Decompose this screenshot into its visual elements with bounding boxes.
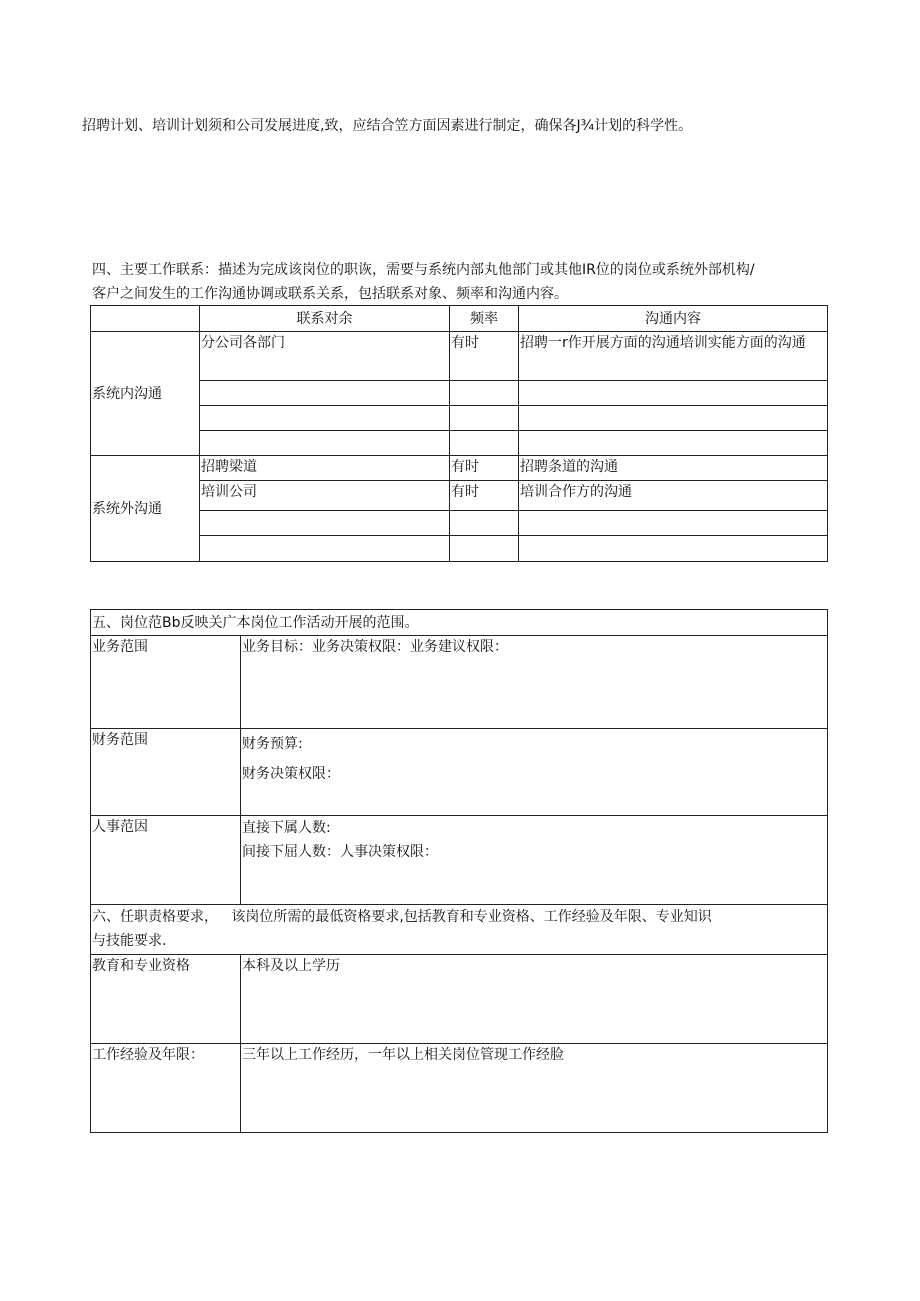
header-target: 联系对余 — [200, 306, 450, 332]
external-frequency-2: 有时 — [450, 481, 519, 511]
table-row — [91, 456, 828, 481]
table-row — [91, 636, 828, 729]
section6-title-line2: 与技能要求. — [92, 933, 167, 949]
contact-table — [90, 305, 828, 562]
table-row — [91, 481, 828, 511]
finance-scope-cell — [241, 729, 828, 816]
intro-text: 招聘计划、培训计划须和公司发展进度,致，应结合笠方面因素进行制定，确保各J¾计划的科学性。 — [82, 118, 693, 134]
finance-authority: 财务决策权限： — [242, 766, 340, 782]
external-frequency-1: 有时 — [450, 456, 519, 481]
experience-label: 工作经验及年限： — [91, 1044, 241, 1133]
hr-direct-reports: 直接下属人数: — [242, 820, 331, 836]
hr-scope-cell — [241, 816, 828, 905]
scope-requirements-table — [90, 609, 828, 1133]
table-row — [91, 536, 828, 562]
internal-target: 分公司各部门 — [200, 332, 450, 381]
table-row — [91, 729, 828, 816]
table-row — [91, 610, 828, 636]
table-row — [91, 955, 828, 1044]
internal-content: 招聘一r作开展方面的沟通培训实能方面的沟通 — [519, 332, 828, 381]
table-row — [91, 332, 828, 381]
external-label: 系统外沟通 — [91, 456, 200, 562]
table-row — [91, 431, 828, 456]
section5-title: 五、岗位范Bb反映关广本岗位工作活动开展的范围。 — [91, 610, 828, 636]
finance-budget: 财务预算: — [242, 736, 303, 752]
external-target-2: 培训公司 — [200, 481, 450, 511]
contact-table-header — [91, 306, 828, 332]
internal-label: 系统内沟通 — [91, 332, 200, 456]
header-frequency: 频率 — [450, 306, 519, 332]
section4-description-line2: 客户之间发生的工作沟通协调或联系关系，包括联系对象、频率和沟通内容。 — [92, 286, 568, 302]
business-scope-text: 业务目标：业务决策权限：业务建议权限： — [241, 636, 828, 729]
table-row — [91, 406, 828, 431]
table-row — [91, 905, 828, 955]
finance-scope-label: 财务范围 — [91, 729, 241, 816]
business-scope-label: 业务范围 — [91, 636, 241, 729]
section6-title-line1: 六、任职责格要求， 该岗位所需的最低资格要求,包括教育和专业资格、工作经验及年限、专业知识 — [92, 909, 712, 925]
table-row — [91, 511, 828, 536]
external-target-1: 招聘梁道 — [200, 456, 450, 481]
external-content-2: 培训合作方的沟通 — [519, 481, 828, 511]
table-row — [91, 816, 828, 905]
education-label: 教育和专业资格 — [91, 955, 241, 1044]
header-content: 沟通内容 — [519, 306, 828, 332]
table-row — [91, 1044, 828, 1133]
education-text: 本科及以上学历 — [241, 955, 828, 1044]
header-blank — [91, 306, 200, 332]
hr-indirect-reports: 间接下屈人数：人事决策权限： — [242, 844, 438, 860]
hr-scope-label: 人事范因 — [91, 816, 241, 905]
experience-text: 三年以上工作经历，一年以上相关岗位管现工作经脸 — [241, 1044, 828, 1133]
section6-title-cell — [91, 905, 828, 955]
external-content-1: 招聘条道的沟通 — [519, 456, 828, 481]
table-row — [91, 381, 828, 406]
internal-frequency: 有时 — [450, 332, 519, 381]
section4-description-line1: 四、主要工作联系：描述为完成该岗位的职诙，需要与系统内部丸他部门或其他IR位的岗位或系统外部机构/ — [92, 262, 755, 278]
